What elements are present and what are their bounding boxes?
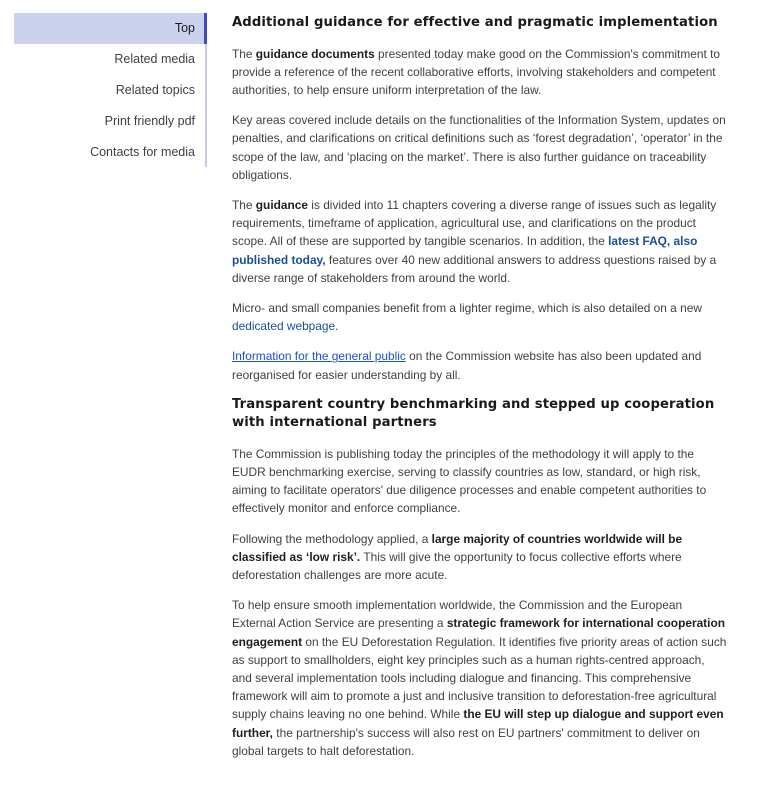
nav-item-related-topics[interactable]: Related topics	[115, 83, 195, 97]
nav-item-top[interactable]: Top	[14, 13, 207, 44]
text: on the Commission website has also been updated and reorganised for easier understanding by all.	[232, 349, 702, 382]
paragraph-low-risk	[232, 530, 727, 585]
paragraph-guidance-documents	[232, 45, 727, 100]
text: To help ensure smooth implementation worldwide, the Commission and the European External Action Service are presenting a	[232, 598, 683, 631]
text: This will give the opportunity to focus collective efforts where deforestation challenges are more acute.	[232, 549, 682, 582]
bold-text: guidance documents	[255, 46, 375, 61]
navigation-list	[14, 13, 207, 168]
latest-faq-link[interactable]: latest FAQ, also published today,	[232, 234, 698, 267]
article-body	[232, 14, 727, 772]
section-heading-guidance: Additional guidance for effective and pragmatic implementation	[232, 15, 718, 30]
nav-item-print-friendly-pdf[interactable]: Print friendly pdf	[104, 114, 195, 128]
paragraph-methodology: The Commission is publishing today the principles of the methodology it will apply to the EUDR benchmarking exercise, serving to classify countries as low, standard, or high risk, aiming to facilitate operators' due diligence processes and enable competent authorities to effectively monitor and enforce compliance.	[232, 446, 707, 516]
text: presented today make good on the Commission's commitment to provide a reference of the recent collaborative efforts, involving stakeholders and competent authorities, to help ensure uniform interpretation of the law.	[232, 46, 721, 97]
text: is divided into 11 chapters covering a diverse range of issues such as legality requirements, timeframe of application, agricultural use, and clarifications on the product scope. All of these are supported by tangible scenarios. In addition, the	[232, 197, 717, 249]
paragraph-chapters	[232, 196, 727, 287]
paragraph-strategic-framework	[232, 596, 727, 760]
bold-text: the EU will step up dialogue and support even further,	[232, 707, 724, 740]
nav-item-related-media[interactable]: Related media	[114, 52, 195, 66]
text: The	[232, 197, 256, 212]
dedicated-webpage-link[interactable]: dedicated webpage	[232, 319, 336, 334]
section-heading-benchmarking: Transparent country benchmarking and stepped up cooperation with international partners	[232, 396, 715, 431]
text: Micro- and small companies benefit from a lighter regime, which is also detailed on a new	[232, 300, 702, 315]
bold-text: guidance	[255, 197, 308, 212]
text: The	[232, 46, 256, 61]
text: Following the methodology applied, a	[232, 531, 432, 546]
paragraph-general-public	[232, 347, 727, 383]
general-public-info-link[interactable]: Information for the general public	[232, 349, 406, 364]
paragraph-small-companies	[232, 299, 727, 335]
text: features over 40 new additional answers to address questions raised by a diverse range of stakeholders from around the world.	[232, 252, 717, 285]
paragraph-key-areas: Key areas covered include details on the functionalities of the Information System, updates on penalties, and clarifications on critical definitions such as ‘forest degradation’, ‘operator’ in the scope of the law, and ‘placing on the market’. There is also further guidance on traceability obligations.	[232, 113, 726, 182]
text: on the EU Deforestation Regulation. It identifies five priority areas of action such as support to smallholders, eight key principles such as a human rights-centred approach, and several implementation tools including dialogue and financing. This comprehensive framework will aim to promote a just and inclusive transition to deforestation-free agricultural supply chains leaving no one behind. While	[232, 634, 727, 722]
text: the partnership's success will also rest on EU partners' commitment to deliver on global targets to halt deforestation.	[232, 725, 700, 758]
nav-item-contacts-for-media[interactable]: Contacts for media	[90, 145, 195, 159]
bold-text: strategic framework for international cooperation engagement	[232, 616, 725, 649]
page-navigation	[14, 13, 207, 167]
text: .	[335, 319, 339, 334]
bold-text: large majority of countries worldwide will be classified as ‘low risk’.	[232, 531, 683, 564]
